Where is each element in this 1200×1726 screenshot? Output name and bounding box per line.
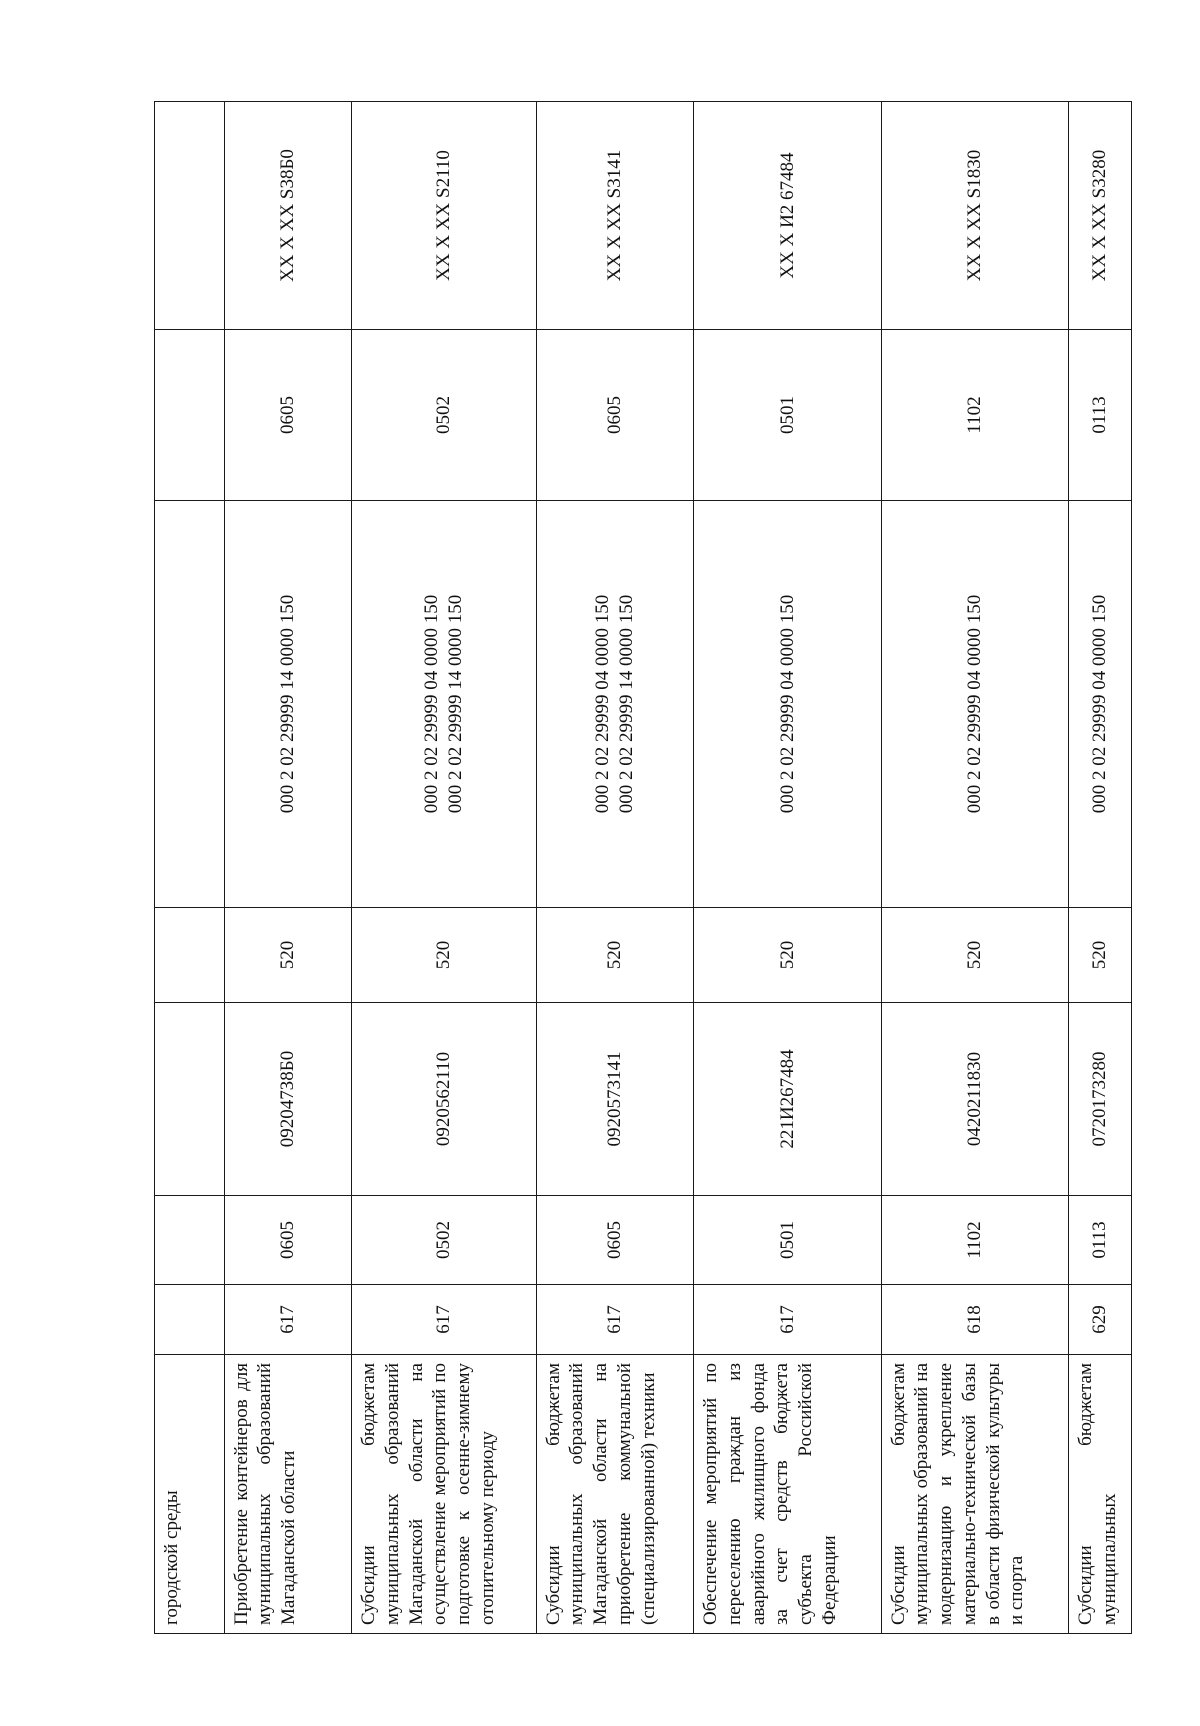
- description-cell: Субсидии бюджетам муниципальных образований Магаданской области на приобретение коммунальной (специализированной) техники: [536, 1355, 694, 1634]
- kbk-line: 000 2 02 29999 04 0000 150: [964, 594, 986, 814]
- municipal-section-cell: 0605: [224, 330, 352, 501]
- expense-type-cell: 520: [1069, 908, 1132, 1003]
- target-article-cell: 0420211830: [881, 1003, 1069, 1196]
- revenue-kbk-cell: [155, 501, 225, 908]
- ministry-code-cell: 629: [1069, 1285, 1132, 1355]
- section-code-cell: 1102: [881, 1196, 1069, 1285]
- ministry-code-cell: 617: [694, 1285, 882, 1355]
- table-row: [1069, 102, 1132, 1634]
- municipal-target-article-cell: XX X XX S1830: [881, 102, 1069, 330]
- table-row: [694, 102, 882, 1634]
- ministry-code-cell: 617: [536, 1285, 694, 1355]
- ministry-code-cell: 617: [224, 1285, 352, 1355]
- section-code-cell: 0501: [694, 1196, 882, 1285]
- section-code-cell: 0113: [1069, 1196, 1132, 1285]
- kbk-line: 000 2 02 29999 04 0000 150: [592, 594, 614, 814]
- kbk-line: 000 2 02 29999 04 0000 150: [776, 594, 798, 814]
- target-article-cell: 0920562110: [352, 1003, 536, 1196]
- rotated-page: [154, 102, 1132, 1634]
- ministry-code-cell: 618: [881, 1285, 1069, 1355]
- section-code-cell: 0605: [224, 1196, 352, 1285]
- expense-type-cell: 520: [352, 908, 536, 1003]
- municipal-section-cell: 0502: [352, 330, 536, 501]
- municipal-target-article-cell: XX X И2 67484: [694, 102, 882, 330]
- target-article-cell: 0720173280: [1069, 1003, 1132, 1196]
- ministry-code-cell: 617: [352, 1285, 536, 1355]
- municipal-target-article-cell: XX X XX S3141: [536, 102, 694, 330]
- table-row: [155, 102, 225, 1634]
- table-row: [536, 102, 694, 1634]
- kbk-line: 000 2 02 29999 04 0000 150: [1089, 594, 1111, 814]
- description-cell: Субсидии бюджетам муниципальных образований Магаданской области на осуществление мероприятий по подготовке к осенне-зимнему отопительному периоду: [352, 1355, 536, 1634]
- revenue-kbk-cell: [694, 501, 882, 908]
- section-code-cell: 0605: [536, 1196, 694, 1285]
- target-article-cell: 221И267484: [694, 1003, 882, 1196]
- expense-type-cell: 520: [881, 908, 1069, 1003]
- municipal-section-cell: 0605: [536, 330, 694, 501]
- municipal-target-article-cell: XX X XX S38Б0: [224, 102, 352, 330]
- expense-type-cell: 520: [536, 908, 694, 1003]
- municipal-target-article-cell: [155, 102, 225, 330]
- description-cell: Субсидии бюджетам муниципальных образований на модернизацию и укрепление материально-технической базы в области физической культуры и спорта: [881, 1355, 1069, 1634]
- section-code-cell: 0502: [352, 1196, 536, 1285]
- table-row: [352, 102, 536, 1634]
- kbk-line: 000 2 02 29999 14 0000 150: [277, 594, 299, 814]
- kbk-line: 000 2 02 29999 14 0000 150: [615, 594, 637, 814]
- table-row: [881, 102, 1069, 1634]
- target-article-cell: 092047З8Б0: [224, 1003, 352, 1196]
- target-article-cell: 0920573141: [536, 1003, 694, 1196]
- target-article-cell: [155, 1003, 225, 1196]
- revenue-kbk-cell: [224, 501, 352, 908]
- budget-subsidy-table: [154, 101, 1132, 1634]
- revenue-kbk-cell: [536, 501, 694, 908]
- municipal-section-cell: 0113: [1069, 330, 1132, 501]
- municipal-target-article-cell: XX X XX S3280: [1069, 102, 1132, 330]
- expense-type-cell: 520: [224, 908, 352, 1003]
- section-code-cell: [155, 1196, 225, 1285]
- expense-type-cell: [155, 908, 225, 1003]
- revenue-kbk-cell: [352, 501, 536, 908]
- municipal-target-article-cell: XX X XX S2110: [352, 102, 536, 330]
- ministry-code-cell: [155, 1285, 225, 1355]
- revenue-kbk-cell: [1069, 501, 1132, 908]
- municipal-section-cell: 0501: [694, 330, 882, 501]
- municipal-section-cell: 1102: [881, 330, 1069, 501]
- description-cell: Приобретение контейнеров для муниципальных образований Магаданской области: [224, 1355, 352, 1634]
- description-cell: Обеспечение мероприятий по переселению граждан из аварийного жилищного фонда за счет средств бюджета субъекта Российской Федерации: [694, 1355, 882, 1634]
- municipal-section-cell: [155, 330, 225, 501]
- description-cell: Субсидии бюджетам муниципальных: [1069, 1355, 1132, 1634]
- kbk-line: 000 2 02 29999 14 0000 150: [444, 594, 466, 814]
- table-row: [224, 102, 352, 1634]
- kbk-line: 000 2 02 29999 04 0000 150: [421, 594, 443, 814]
- expense-type-cell: 520: [694, 908, 882, 1003]
- description-cell: городской среды: [155, 1355, 225, 1634]
- revenue-kbk-cell: [881, 501, 1069, 908]
